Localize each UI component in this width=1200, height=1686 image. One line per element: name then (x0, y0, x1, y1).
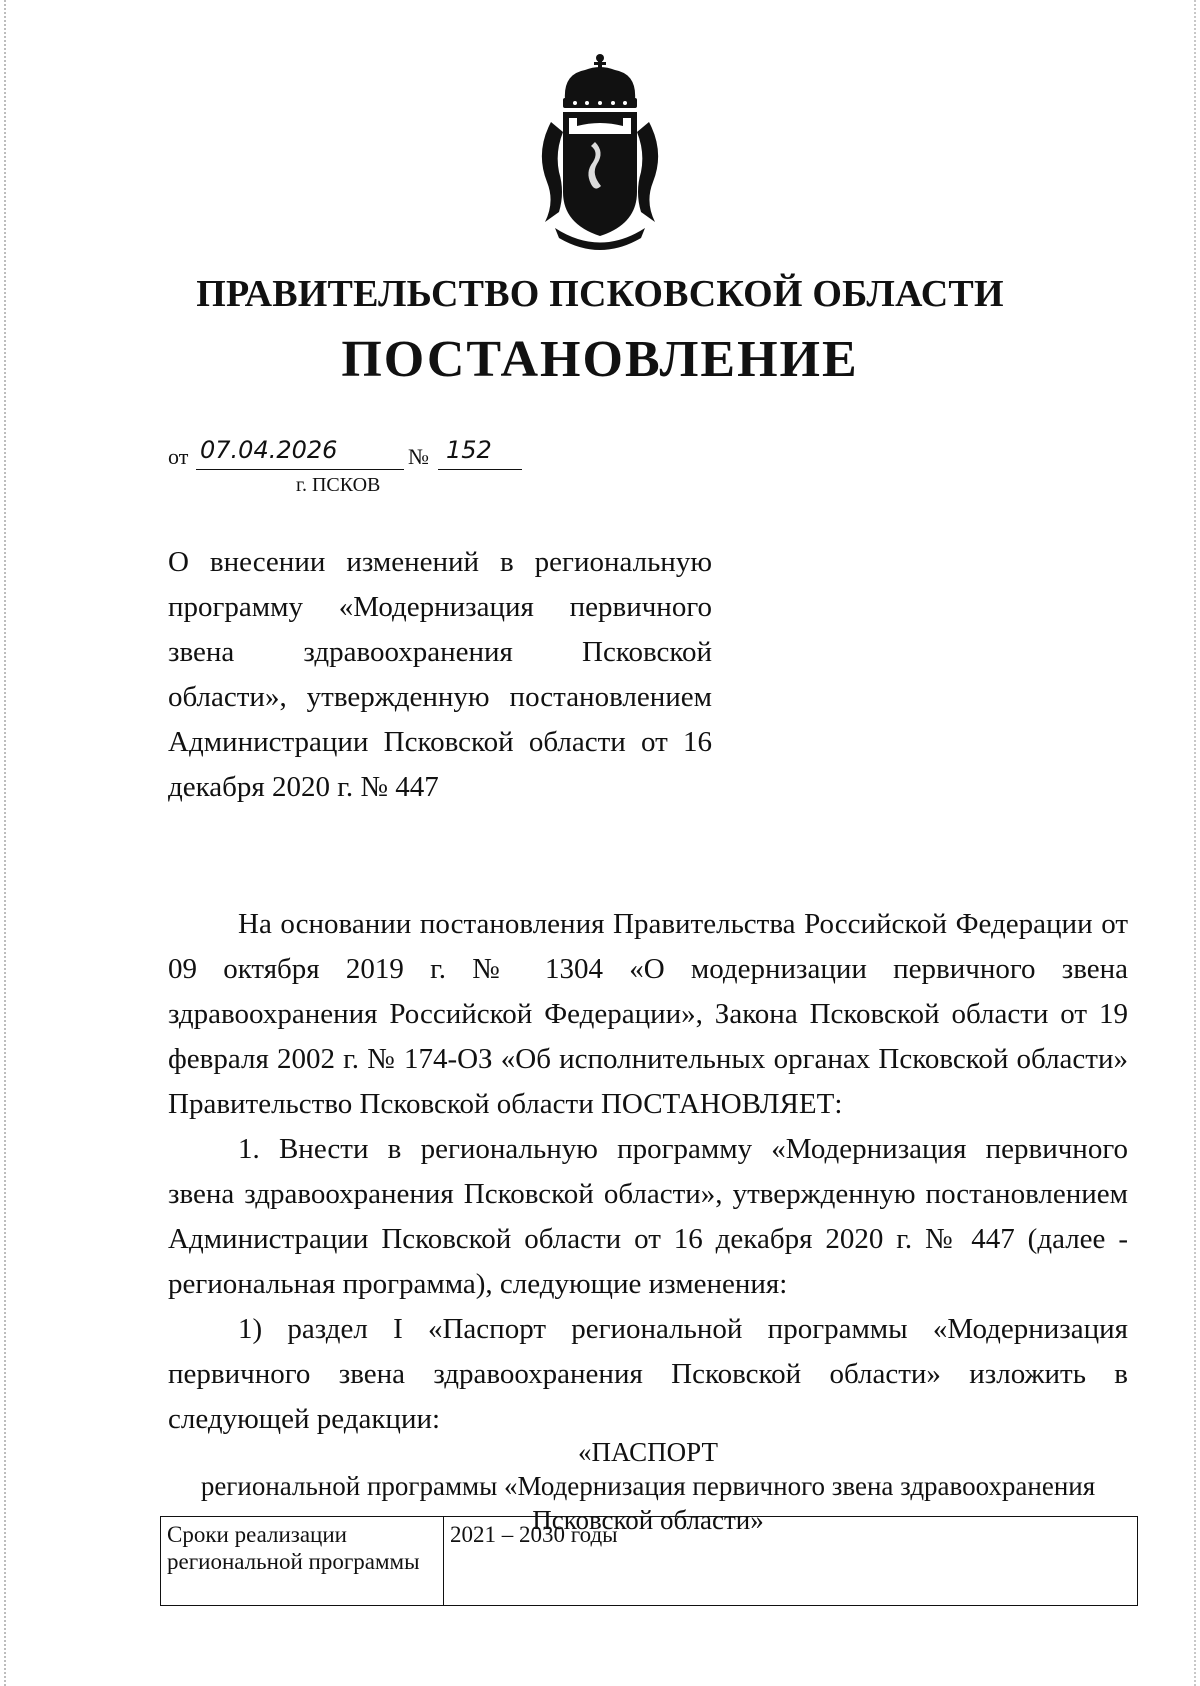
table-row (161, 1517, 1138, 1606)
passport-subtitle-line2: Псковской области» (532, 1505, 764, 1535)
table-cell-label: Сроки реализации региональной программы (161, 1517, 444, 1606)
body-paragraph: 1. Внести в региональную программу «Модернизация первичного звена здравоохранения Псковской области», утвержденную постановлением Администрации Псковской области от 16 декабря 2020 г. № 447 (далее - региональная программа), следующие изменения: (168, 1133, 1128, 1300)
body-paragraph: 1) раздел I «Паспорт региональной программы «Модернизация первичного звена здравоохранения Псковской области» изложить в следующей редакции: (168, 1313, 1128, 1435)
coat-of-arms-emblem (525, 52, 675, 252)
passport-table (160, 1516, 1138, 1606)
body-paragraph: На основании постановления Правительства Российской Федерации от 09 октября 2019 г. № 1304 «О модернизации первичного звена здравоохранения Российской Федерации», Закона Псковской области от 19 февраля 2002 г. № 174-ОЗ «Об исполнительных органах Псковской области» Правительство Псковской области ПОСТАНОВЛЯЕТ: (168, 908, 1128, 1120)
passport-title: «ПАСПОРТ (578, 1437, 718, 1467)
document-subject: О внесении изменений в региональную программу «Модернизация первичного звена здравоохранения Псковской области», утвержденную постановлением Администрации Псковской области от 16 декабря 2020 г. № 447 (168, 546, 712, 803)
date-from-label: от (168, 444, 189, 469)
scan-edge-right (1191, 0, 1196, 1686)
number-label: № (408, 444, 429, 469)
city-label: г. ПСКОВ (296, 474, 381, 496)
document-body (168, 902, 1128, 1442)
shield-icon (563, 112, 637, 236)
document-number: 152 (438, 436, 522, 470)
scan-edge-left (4, 0, 9, 1686)
document-date: 07.04.2026 (196, 436, 404, 470)
crown-icon (563, 54, 637, 108)
document-type-title: ПОСТАНОВЛЕНИЕ (341, 331, 859, 388)
passport-subtitle-line1: региональной программы «Модернизация первичного звена здравоохранения (200, 1471, 1096, 1501)
table-cell-value: 2021 – 2030 годы (444, 1517, 1138, 1606)
organization-title: ПРАВИТЕЛЬСТВО ПСКОВСКОЙ ОБЛАСТИ (196, 273, 1004, 315)
